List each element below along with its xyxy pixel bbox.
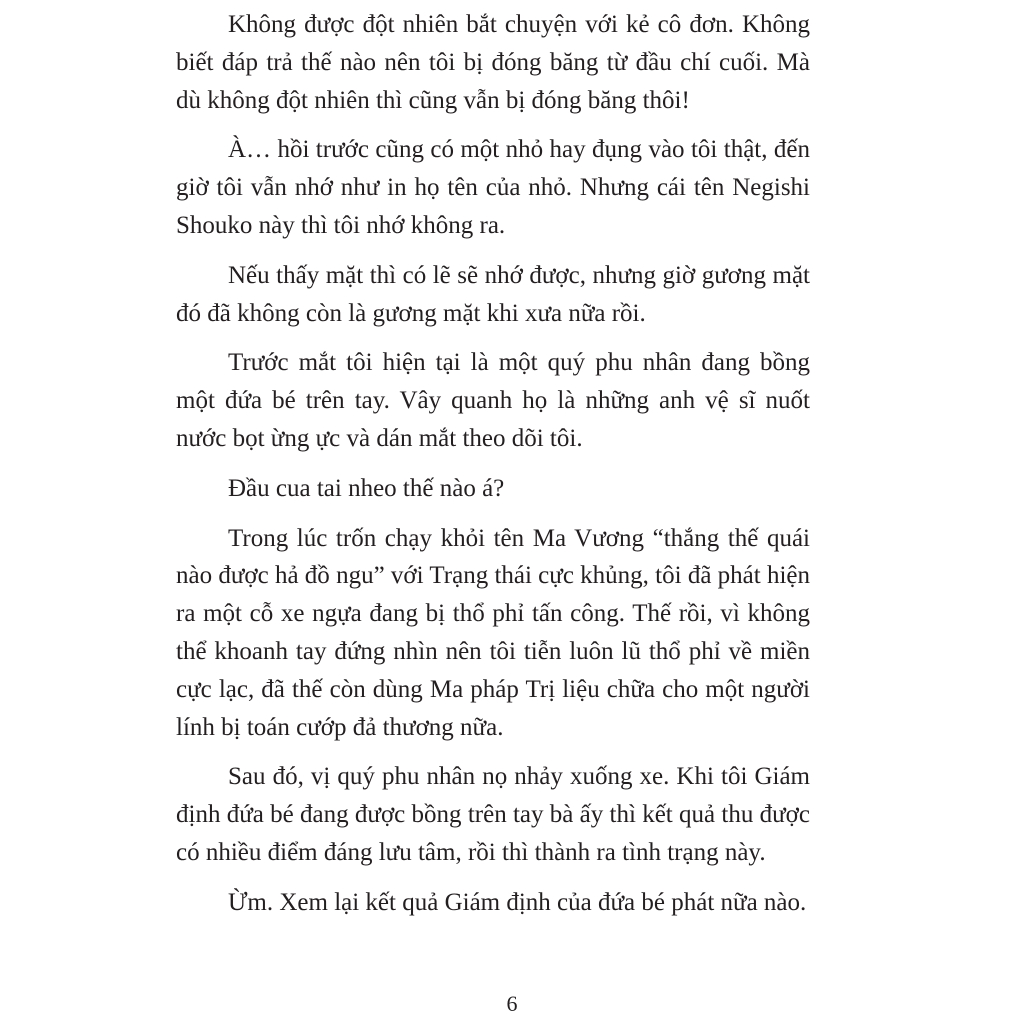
paragraph: Trong lúc trốn chạy khỏi tên Ma Vương “thắng thế quái nào được hả đồ ngu” với Trạng thái cực khủng, tôi đã phát hiện ra một cỗ xe ngựa đang bị thổ phỉ tấn công. Thế rồi, vì không thể khoanh tay đứng nhìn nên tôi tiễn luôn lũ thổ phỉ về miền cực lạc, đã thế còn dùng Ma pháp Trị liệu chữa cho một người lính bị toán cướp đả thương nữa.: [176, 524, 810, 741]
paragraph: Ừm. Xem lại kết quả Giám định của đứa bé phát nữa nào.: [228, 888, 807, 916]
paragraph: Trước mắt tôi hiện tại là một quý phu nhân đang bồng một đứa bé trên tay. Vây quanh họ là những anh vệ sĩ nuốt nước bọt ừng ực và dán mắt theo dõi tôi.: [176, 349, 810, 452]
paragraph: Không được đột nhiên bắt chuyện với kẻ cô đơn. Không biết đáp trả thế nào nên tôi bị đóng băng từ đầu chí cuối. Mà dù không đột nhiên thì cũng vẫn bị đóng băng thôi!: [176, 11, 810, 114]
body-text: [176, 6, 810, 934]
paragraph: Nếu thấy mặt thì có lẽ sẽ nhớ được, nhưng giờ gương mặt đó đã không còn là gương mặt khi xưa nữa rồi.: [176, 261, 810, 327]
paragraph: Sau đó, vị quý phu nhân nọ nhảy xuống xe. Khi tôi Giám định đứa bé đang được bồng trên tay bà ấy thì kết quả thu được có nhiều điểm đáng lưu tâm, rồi thì thành ra tình trạng này.: [176, 763, 810, 866]
paragraph: À… hồi trước cũng có một nhỏ hay đụng vào tôi thật, đến giờ tôi vẫn nhớ như in họ tên của nhỏ. Nhưng cái tên Negishi Shouko này thì tôi nhớ không ra.: [176, 136, 810, 239]
page-number: 6: [506, 991, 518, 1016]
paragraph: Đầu cua tai nheo thế nào á?: [228, 474, 505, 502]
